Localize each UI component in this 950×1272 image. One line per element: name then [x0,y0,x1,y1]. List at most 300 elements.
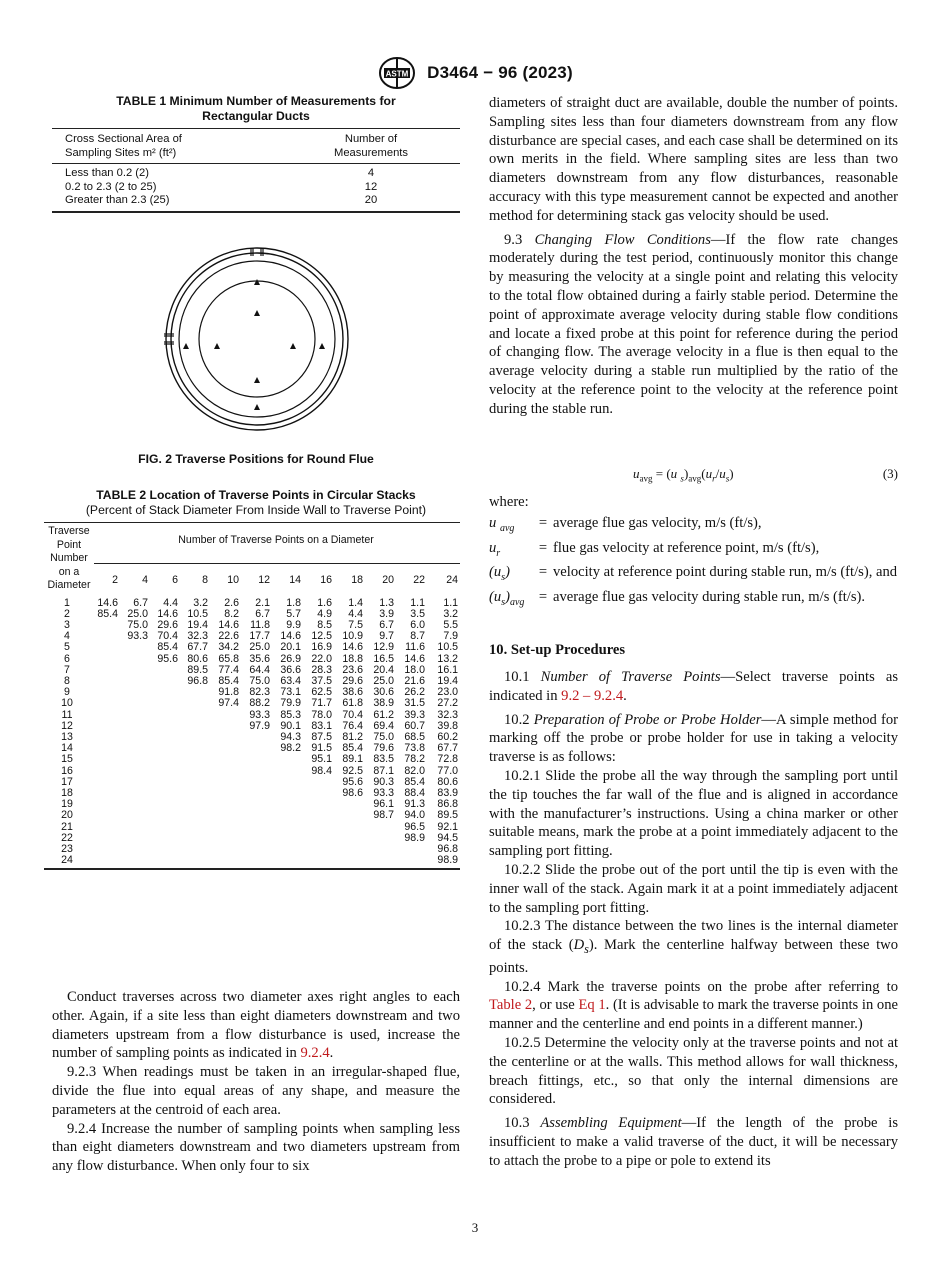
symbol-subscript: avg [509,597,525,609]
table2-value-cell [94,721,120,732]
table2-value-cell [303,777,334,788]
astm-logo-icon [377,56,417,90]
table2-value-cell: 1.4 [348,596,363,609]
text-run: —Select traverse points as indicated in [489,669,899,704]
table2-value-cell [94,743,120,754]
right-column-text-bottom [489,668,898,1171]
table2-value-cell: 93.3 [127,630,148,643]
table2-value-cell [94,665,120,676]
table2-value-cell: 61.8 [342,697,363,710]
traverse-point-number: 8 [64,674,70,687]
table2-value-cell [241,799,272,810]
table2-value-cell [120,687,150,698]
table2-value-cell: 98.9 [404,831,425,844]
table2-span-header: Number of Traverse Points on a Diameter [94,523,460,563]
table2-value-cell [241,743,272,754]
table-row [44,732,460,743]
paragraph-9-2-3: 9.2.3 When readings must be taken in an irregular-shaped flue, divide the flue into equal areas of any shape, and measure the parameters at the centroid of each area. [52,1064,460,1118]
table2-value-cell [241,766,272,777]
table2-value-cell: 62.5 [311,686,332,699]
table-row [52,167,460,181]
table2-value-cell [120,766,150,777]
table2-value-cell: 75.0 [249,674,270,687]
table2-value-cell [94,833,120,844]
section-title-10: 10. Set-up Procedures [489,642,626,658]
paragraph-10-1 [489,668,898,706]
page-header [0,56,950,90]
table-row [44,810,460,821]
table2-value-cell [120,710,150,721]
left-column-text [52,988,460,1176]
table2-value-cell: 85.4 [97,607,118,620]
table2-value-cell: 85.4 [157,641,178,654]
table2-count-header: 16 [320,574,332,587]
table2-value-cell: 10.9 [342,630,363,643]
flue-inner-wall [171,253,343,425]
table2-value-cell [150,687,180,698]
equation-number: (3) [882,466,898,481]
table2-value-cell [94,698,120,709]
table2-value-cell: 9.9 [286,618,301,631]
table2-value-cell [334,810,365,821]
table-row [44,777,460,788]
table2-value-cell: 77.0 [437,764,459,777]
table2-value-cell: 20.1 [280,641,301,654]
paragraph-10-2 [489,711,898,767]
table2-value-cell: 6.7 [255,607,270,620]
definition-text: flue gas velocity at reference point, m/s (ft/s), [553,539,820,556]
text-run: Conduct traverses across two diameter axes right angles to each other. Again, if a site less than eight diameters downstream and two diameters upstream from a flow disturbance is used, increase the number of sampling points as indicated in [52,989,460,1062]
table2-count-header: 20 [382,574,394,587]
table2 [44,522,460,870]
document-designation: D3464 − 96 (2023) [427,63,573,82]
link-9-2[interactable]: 9.2 – 9.2.4 [561,687,624,704]
table2-value-cell: 95.6 [157,652,178,665]
table2-value-cell: 93.3 [249,708,270,721]
table1-caption [52,94,460,124]
table2-value-cell: 96.8 [187,674,208,687]
table2-count-header: 18 [351,574,363,587]
table2-value-cell: 26.2 [404,686,425,699]
table2-value-cell [334,844,365,855]
table2-value-cell: 27.2 [437,697,459,710]
table2-value-cell [241,822,272,833]
symbol: (u [489,589,502,606]
table2-value-cell: 10.5 [187,607,208,620]
table2-value-cell: 81.2 [342,730,363,743]
table2-value-cell [150,777,180,788]
table2-value-cell [272,766,303,777]
table2-value-cell: 79.9 [280,697,301,710]
traverse-point-number: 14 [61,742,73,755]
table2-value-cell: 9.7 [379,630,394,643]
table2-value-cell [334,833,365,844]
table-row [52,181,460,195]
table2-value-cell: 60.2 [437,730,459,743]
table2-value-cell: 94.3 [280,730,301,743]
traverse-point [254,279,260,285]
table2-value-cell: 21.6 [404,674,425,687]
table2-value-cell [94,844,120,855]
table2-value-cell: 16.5 [373,652,394,665]
flue-outer-wall [166,248,348,430]
link-eq-1[interactable]: Eq 1 [578,997,606,1014]
table2-value-cell: 87.5 [311,730,332,743]
table2-value-cell: 78.0 [311,708,332,721]
table2-value-cell [94,788,120,799]
paragraph-10-2-1: 10.2.1 Slide the probe all the way through the sampling port until the tip touches the far wall of the flue and is aligned in accordance with the manufacturer’s instructions. Using a china marker or other suitable means, mark the probe at a point immediately adjacent to the sampling port fitting. [489,767,898,860]
table2-value-cell: 91.3 [404,798,425,811]
table2-value-cell [120,676,150,687]
paragraph-10-2-3 [489,917,898,977]
table1-measurements-cell: 4 [367,167,375,179]
table2-caption-subtitle: (Percent of Stack Diameter From Inside Wall to Traverse Point) [85,503,427,517]
table2-value-cell: 85.4 [404,775,425,788]
paragraph-continued: diameters of straight duct are available, double the number of points. Sampling sites less than four diameters downstream from any flow disturbance are special cases, and each case shall be determined on its own merits in the field. Where sampling sites are less than two diameters downstream from any flow disturbances, reasonable accuracy with this type measurement cannot be expected and another method for determining stack gas velocity should be used. [489,95,898,224]
table-row [44,788,460,799]
traverse-point [319,343,325,349]
table2-value-cell [272,788,303,799]
table2-value-cell [272,799,303,810]
traverse-point-number: 23 [61,842,73,855]
table2-value-cell [210,710,241,721]
table2-value-cell: 8.7 [410,630,425,643]
table2-value-cell [180,743,210,754]
table2-value-cell [241,732,272,743]
table2-value-cell [365,822,396,833]
table2-value-cell [180,844,210,855]
table2-value-cell: 16.9 [311,641,332,654]
table2-value-cell: 29.6 [342,674,363,687]
table2-value-cell: 7.9 [443,630,459,643]
table2-value-cell: 91.5 [311,742,332,755]
table2-value-cell [365,844,396,855]
table2-value-cell: 85.4 [218,674,239,687]
table2-value-cell: 25.0 [373,674,394,687]
where-label: where: [489,494,529,510]
table2-value-cell [150,665,180,676]
table2-value-cell: 90.1 [280,719,301,732]
table-row [44,642,460,653]
table2-value-cell [272,822,303,833]
traverse-point-number: 5 [64,641,70,654]
table1-col1-header-line1: Cross Sectional Area of [65,133,182,145]
table2-value-cell: 11.6 [405,641,425,654]
symbol: (u [489,564,502,581]
table2-value-cell: 1.1 [410,596,425,609]
table2-value-cell: 73.1 [280,686,301,699]
table2-value-cell: 77.4 [218,663,239,676]
table1-area-cell: Less than 0.2 (2) [65,167,149,179]
table2-value-cell: 98.2 [280,742,301,755]
definition-text: velocity at reference point during stable run, m/s (ft/s), and [553,564,898,581]
symbol: u [489,515,497,531]
table2-value-cell [94,687,120,698]
traverse-point-number: 22 [61,831,73,844]
table2-value-cell: 65.8 [218,652,239,665]
table2-value-cell [210,833,241,844]
rowhead-line: Diameter [47,579,91,591]
table2-value-cell [210,855,241,866]
right-column-text-top [489,94,898,419]
table2-value-cell: 83.1 [311,719,332,732]
table2-caption [52,488,460,518]
table2-value-cell [210,788,241,799]
table1-col2-header-line2: Measurements [334,146,408,159]
table2-value-cell: 1.8 [286,596,301,609]
traverse-point-number: 3 [64,618,70,631]
paragraph-9-3 [489,231,898,419]
table2-value-cell: 32.3 [437,708,459,721]
table2-value-cell: 70.4 [342,708,363,721]
table2-value-cell [120,855,150,866]
table2-value-cell: 19.4 [437,674,459,687]
table2-value-cell [94,810,120,821]
table2-value-cell: 34.2 [218,641,239,654]
traverse-point [254,404,260,410]
text-run: . [329,1045,334,1062]
definition-row: $(u_s)_{avg}$ = average flue gas velocity during stable run, m/s (ft/s). [489,588,898,613]
table2-value-cell [120,743,150,754]
table2-value-cell [94,777,120,788]
table2-value-cell [120,777,150,788]
table2-value-cell [210,754,241,765]
table2-value-cell: 29.6 [157,618,178,631]
table2-value-cell: 68.5 [404,730,425,743]
table2-value-cell [210,822,241,833]
traverse-point-number: 11 [61,708,73,721]
table2-value-cell [94,732,120,743]
table2-value-cell [180,766,210,777]
table2-value-cell [303,833,334,844]
table2-value-cell: 80.6 [437,775,459,788]
table2-value-cell: 26.9 [280,652,301,665]
paragraph [52,988,460,1063]
table2-value-cell: 14.6 [404,652,425,665]
table2-value-cell: 98.9 [437,854,459,867]
table2-value-cell [150,766,180,777]
traverse-point-number: 24 [61,854,73,867]
table2-value-cell: 97.9 [249,719,270,732]
table2-value-cell: 7.5 [348,618,363,631]
traverse-point [183,343,189,349]
table2-value-cell: 31.5 [404,697,425,710]
table2-value-cell [94,631,120,642]
table2-value-cell [150,743,180,754]
table2-count-header: 6 [172,574,178,587]
table2-count-header: 10 [227,574,239,587]
table2-value-cell [150,710,180,721]
table2-value-cell [94,620,120,631]
table2-value-cell: 4.4 [163,596,178,609]
table2-value-cell: 92.5 [342,764,363,777]
table2-value-cell [303,799,334,810]
table2-value-cell: 3.2 [443,607,459,620]
traverse-point-number: 20 [61,809,73,822]
table2-value-cell: 20.4 [373,663,394,676]
table2-value-cell: 30.6 [373,686,394,699]
table1-caption-line1: TABLE 1 Minimum Number of Measurements for [116,94,396,108]
table2-value-cell [303,788,334,799]
table2-grid [44,523,460,866]
text-run: 10.2 [504,711,534,728]
traverse-point-number: 16 [61,764,73,777]
traverse-point-number: 13 [61,730,73,743]
table2-value-cell: 83.9 [437,786,459,799]
table2-value-cell: 96.8 [437,842,459,855]
table2-value-cell [272,833,303,844]
table2-value-cell [210,844,241,855]
equation-formula: $u_{avg} = (u$ $_s)_{avg}(u_r/u_s)$ [633,466,734,484]
text-run: 9.3 [504,231,535,248]
table2-value-cell: 25.0 [127,607,148,620]
traverse-point [290,343,296,349]
table2-value-cell [272,855,303,866]
link-table-2[interactable]: Table 2 [489,997,533,1014]
table2-value-cell: 32.3 [187,630,208,643]
table2-value-cell [94,710,120,721]
port-tick-marks [164,248,263,344]
table2-value-cell: 82.3 [249,686,270,699]
table2-value-cell: 79.6 [373,742,394,755]
definition-row: $(u_s)$ = velocity at reference point during stable run, m/s (ft/s), and [489,563,898,588]
table2-value-cell [241,754,272,765]
table2-value-cell: 8.5 [317,618,332,631]
table2-value-cell [180,799,210,810]
table2-value-cell [150,788,180,799]
table2-value-cell: 86.8 [437,798,459,811]
table1-header-row [52,129,460,163]
table2-value-cell: 23.6 [342,663,363,676]
table2-value-cell [334,822,365,833]
traverse-point-number: 17 [61,775,73,788]
table2-value-cell: 85.3 [280,708,301,721]
paragraph-10-2-2: 10.2.2 Slide the probe out of the port until the tip is even with the inner wall of the stack. Again mark it at a point immediately adjacent to the sampling port fitting. [489,861,898,916]
table2-value-cell: 89.1 [342,753,363,766]
table2-value-cell: 91.8 [218,686,239,699]
table2-value-cell [210,766,241,777]
traverse-point-number: 12 [61,719,73,732]
traverse-point-number: 2 [64,607,70,620]
subsection-title: Changing Flow Conditions [534,231,711,248]
table2-value-cell: 73.8 [404,742,425,755]
table2-value-cell [365,855,396,866]
table2-value-cell [150,698,180,709]
table2-count-header: 4 [142,574,148,587]
table2-value-cell: 87.1 [373,764,394,777]
table2-value-cell [94,799,120,810]
table-row [44,593,460,609]
table2-value-cell: 92.1 [437,820,459,833]
table2-value-cell: 80.6 [187,652,208,665]
variable-definitions [489,514,898,613]
table-row [44,844,460,855]
table2-value-cell [241,844,272,855]
traverse-point [254,377,260,383]
table2-value-cell: 18.0 [404,663,425,676]
text-run: . [623,687,627,704]
table2-value-cell [150,822,180,833]
table2-value-cell [94,855,120,866]
table2-value-cell [180,698,210,709]
table2-value-cell: 60.7 [404,719,425,732]
rowhead-line: Traverse [48,525,90,537]
table2-value-cell: 4.9 [317,607,332,620]
table2-value-cell [150,721,180,732]
text-run: —If the length of the probe is insufficient to make a valid traverse of the duct, it will be necessary to attach the probe to a pipe or pole to extend its [489,1115,898,1169]
table2-value-cell [180,721,210,732]
table2-value-cell: 69.4 [373,719,394,732]
table2-value-cell: 14.6 [280,630,301,643]
table2-value-cell [180,732,210,743]
table2-value-cell: 12.5 [311,630,332,643]
table2-value-cell: 97.4 [218,697,239,710]
traverse-point-number: 6 [64,652,70,665]
table2-value-cell: 28.3 [311,663,332,676]
table2-value-cell [210,743,241,754]
table-row [44,799,460,810]
traverse-point [214,343,220,349]
table2-value-cell [120,754,150,765]
table2-value-cell [396,844,427,855]
table2-value-cell: 8.2 [224,607,239,620]
table2-value-cell: 75.0 [127,618,148,631]
table-row [44,698,460,709]
table2-value-cell: 96.5 [404,820,425,833]
table2-value-cell: 23.0 [437,686,459,699]
table2-value-cell [241,788,272,799]
symbol: D [573,937,585,954]
table2-value-cell [180,855,210,866]
table2-value-cell [150,754,180,765]
text-run: 10.2.3 The distance between the two lines is the internal diameter of the stack ( [489,918,898,954]
table2-value-cell: 67.7 [437,742,459,755]
table2-caption-title: TABLE 2 Location of Traverse Points in Circular Stacks [96,488,416,502]
table2-value-cell [180,822,210,833]
table2-value-cell: 85.4 [342,742,363,755]
table2-value-cell [120,732,150,743]
table2-value-cell [241,833,272,844]
table2-value-cell [334,799,365,810]
table2-value-cell [120,788,150,799]
table2-value-cell [94,822,120,833]
table2-value-cell [210,810,241,821]
table2-value-cell [94,754,120,765]
table2-value-cell: 88.2 [249,697,270,710]
table2-value-cell: 22.0 [311,652,332,665]
text-run: 10.3 [504,1115,541,1132]
traverse-point-number: 1 [64,596,70,609]
table2-value-cell: 82.0 [404,764,425,777]
table2-value-cell [180,810,210,821]
table2-value-cell: 18.8 [342,652,363,665]
traverse-point-number: 18 [61,786,73,799]
table2-value-cell: 3.5 [410,607,425,620]
table-row [44,766,460,777]
table2-value-cell: 12.9 [373,641,394,654]
table2-value-cell [210,721,241,732]
table-row [44,822,460,833]
table1-col1-header-line2: Sampling Sites m² (ft²) [65,146,177,159]
table2-value-cell [303,822,334,833]
link-9-2-4[interactable]: 9.2.4 [300,1045,330,1062]
table2-value-cell: 19.4 [187,618,208,631]
round-flue-figure [162,244,352,434]
table2-value-cell: 6.0 [410,618,425,631]
table2-value-cell: 38.9 [373,697,394,710]
table2-value-cell [120,844,150,855]
table2-value-cell: 94.5 [437,831,459,844]
